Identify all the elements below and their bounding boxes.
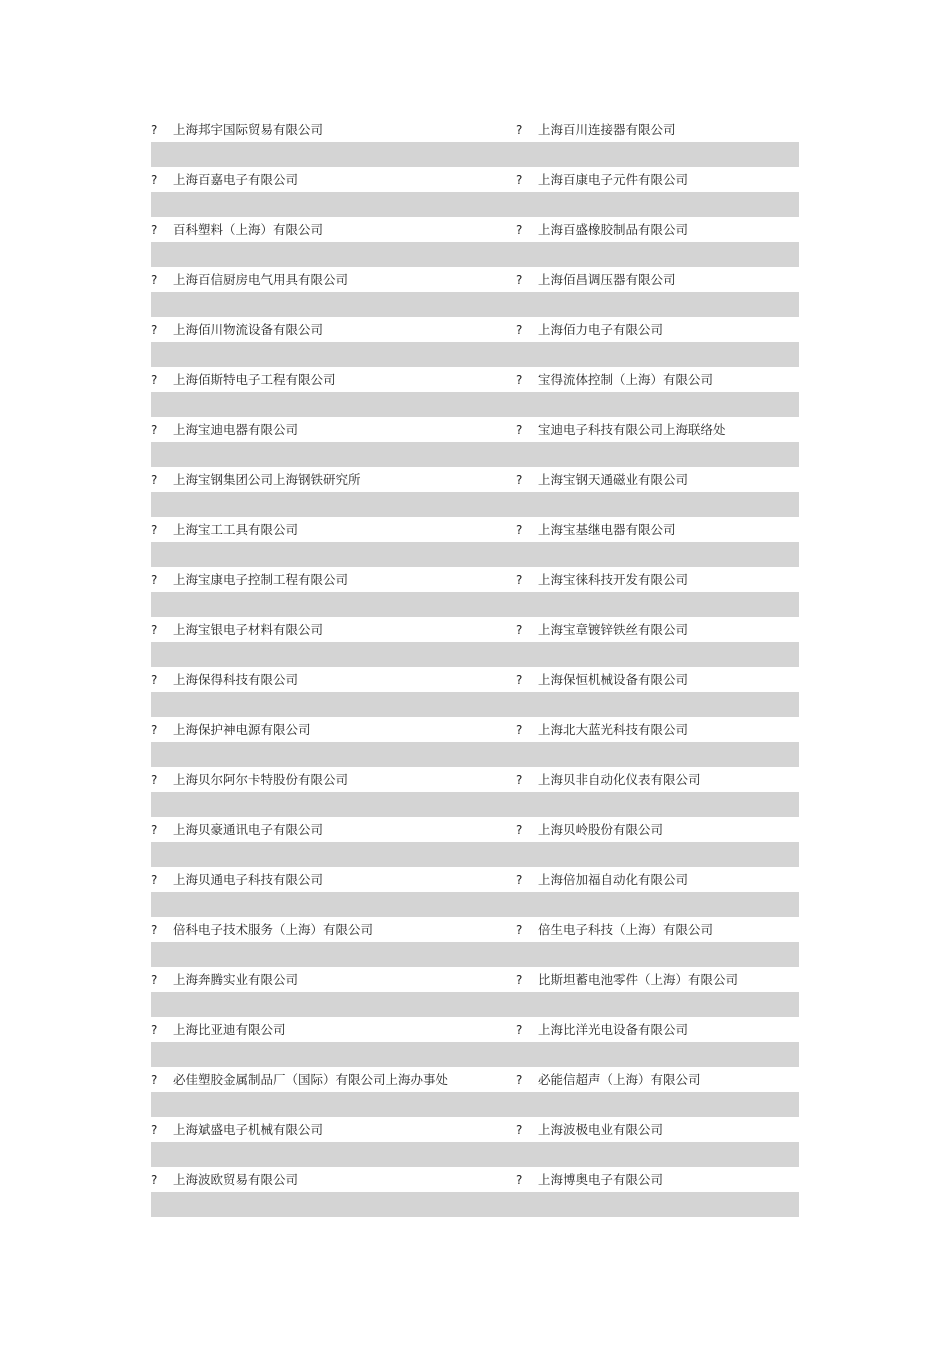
list-item xyxy=(151,267,348,292)
shaded-spacer-row xyxy=(151,1042,799,1067)
bullet-icon: ? xyxy=(151,823,158,837)
shaded-spacer-row xyxy=(151,1192,799,1217)
name-row xyxy=(151,1017,799,1042)
list-item xyxy=(516,167,688,192)
shaded-spacer-row xyxy=(151,992,799,1017)
list-item xyxy=(151,967,298,992)
company-name: 宝迪电子科技有限公司上海联络处 xyxy=(538,422,726,437)
company-name: 上海百康电子元件有限公司 xyxy=(538,172,689,187)
list-item xyxy=(516,117,676,142)
list-row xyxy=(151,217,799,267)
bullet-icon: ? xyxy=(516,1023,523,1037)
name-row xyxy=(151,767,799,792)
bullet-icon: ? xyxy=(516,1073,523,1087)
bullet-icon: ? xyxy=(151,923,158,937)
company-name: 上海百嘉电子有限公司 xyxy=(173,172,299,187)
list-item xyxy=(516,467,688,492)
shaded-spacer-row xyxy=(151,642,799,667)
list-item xyxy=(516,317,663,342)
name-row xyxy=(151,217,799,242)
list-item xyxy=(516,517,676,542)
list-item xyxy=(516,1067,701,1092)
shaded-spacer-row xyxy=(151,242,799,267)
bullet-icon: ? xyxy=(516,573,523,587)
company-name: 上海百信厨房电气用具有限公司 xyxy=(173,272,349,287)
bullet-icon: ? xyxy=(516,473,523,487)
shaded-spacer-row xyxy=(151,692,799,717)
list-item xyxy=(516,267,676,292)
bullet-icon: ? xyxy=(151,223,158,237)
bullet-icon: ? xyxy=(516,973,523,987)
shaded-spacer-row xyxy=(151,492,799,517)
list-row xyxy=(151,967,799,1017)
company-name: 必能信超声（上海）有限公司 xyxy=(538,1072,701,1087)
company-name: 上海保护神电源有限公司 xyxy=(173,722,311,737)
bullet-icon: ? xyxy=(151,973,158,987)
bullet-icon: ? xyxy=(516,123,523,137)
bullet-icon: ? xyxy=(151,723,158,737)
bullet-icon: ? xyxy=(151,673,158,687)
list-item xyxy=(516,1167,663,1192)
name-row xyxy=(151,417,799,442)
list-row xyxy=(151,467,799,517)
bullet-icon: ? xyxy=(151,623,158,637)
bullet-icon: ? xyxy=(151,323,158,337)
list-item xyxy=(516,667,688,692)
name-row xyxy=(151,567,799,592)
list-row xyxy=(151,767,799,817)
bullet-icon: ? xyxy=(516,823,523,837)
list-row xyxy=(151,117,799,167)
list-item xyxy=(516,617,688,642)
shaded-spacer-row xyxy=(151,892,799,917)
bullet-icon: ? xyxy=(151,873,158,887)
shaded-spacer-row xyxy=(151,592,799,617)
list-item xyxy=(516,967,738,992)
shaded-spacer-row xyxy=(151,142,799,167)
list-item xyxy=(516,867,688,892)
company-name: 上海宝工工具有限公司 xyxy=(173,522,299,537)
bullet-icon: ? xyxy=(151,373,158,387)
name-row xyxy=(151,1067,799,1092)
bullet-icon: ? xyxy=(151,123,158,137)
company-name: 上海佰昌调压器有限公司 xyxy=(538,272,676,287)
list-item xyxy=(151,317,323,342)
name-row xyxy=(151,817,799,842)
list-row xyxy=(151,1167,799,1217)
company-name: 上海佰斯特电子工程有限公司 xyxy=(173,372,336,387)
company-name: 上海斌盛电子机械有限公司 xyxy=(173,1122,324,1137)
shaded-spacer-row xyxy=(151,192,799,217)
name-row xyxy=(151,317,799,342)
company-name: 上海百川连接器有限公司 xyxy=(538,122,676,137)
company-name: 上海宝银电子材料有限公司 xyxy=(173,622,324,637)
company-name: 上海贝非自动化仪表有限公司 xyxy=(538,772,701,787)
list-row xyxy=(151,917,799,967)
shaded-spacer-row xyxy=(151,792,799,817)
list-row xyxy=(151,867,799,917)
bullet-icon: ? xyxy=(516,423,523,437)
list-row xyxy=(151,567,799,617)
company-name: 倍生电子科技（上海）有限公司 xyxy=(538,922,714,937)
list-item xyxy=(516,567,688,592)
shaded-spacer-row xyxy=(151,442,799,467)
company-name: 上海比洋光电设备有限公司 xyxy=(538,1022,689,1037)
bullet-icon: ? xyxy=(151,1123,158,1137)
company-name: 上海贝通电子科技有限公司 xyxy=(173,872,324,887)
bullet-icon: ? xyxy=(151,173,158,187)
bullet-icon: ? xyxy=(516,773,523,787)
name-row xyxy=(151,267,799,292)
name-row xyxy=(151,717,799,742)
company-name: 倍科电子技术服务（上海）有限公司 xyxy=(173,922,374,937)
company-name: 上海宝徕科技开发有限公司 xyxy=(538,572,689,587)
name-row xyxy=(151,467,799,492)
list-item xyxy=(516,1117,663,1142)
name-row xyxy=(151,667,799,692)
name-row xyxy=(151,867,799,892)
company-name: 上海佰川物流设备有限公司 xyxy=(173,322,324,337)
bullet-icon: ? xyxy=(516,673,523,687)
name-row xyxy=(151,917,799,942)
shaded-spacer-row xyxy=(151,942,799,967)
company-name: 必佳塑胶金属制品厂（国际）有限公司上海办事处 xyxy=(173,1072,449,1087)
list-item xyxy=(151,717,311,742)
name-row xyxy=(151,967,799,992)
list-item xyxy=(151,667,298,692)
company-name: 上海贝豪通讯电子有限公司 xyxy=(173,822,324,837)
list-row xyxy=(151,617,799,667)
list-item xyxy=(151,817,323,842)
bullet-icon: ? xyxy=(151,523,158,537)
bullet-icon: ? xyxy=(516,1123,523,1137)
list-item xyxy=(516,817,663,842)
company-name: 宝得流体控制（上海）有限公司 xyxy=(538,372,714,387)
company-name: 上海保得科技有限公司 xyxy=(173,672,299,687)
bullet-icon: ? xyxy=(516,923,523,937)
name-row xyxy=(151,1167,799,1192)
list-row xyxy=(151,1017,799,1067)
bullet-icon: ? xyxy=(516,323,523,337)
company-name: 上海贝岭股份有限公司 xyxy=(538,822,664,837)
shaded-spacer-row xyxy=(151,392,799,417)
bullet-icon: ? xyxy=(516,523,523,537)
list-item xyxy=(516,217,688,242)
list-item xyxy=(151,767,348,792)
company-name: 百科塑料（上海）有限公司 xyxy=(173,222,324,237)
list-item xyxy=(151,217,323,242)
shaded-spacer-row xyxy=(151,842,799,867)
bullet-icon: ? xyxy=(516,223,523,237)
company-list xyxy=(151,117,799,1217)
bullet-icon: ? xyxy=(151,573,158,587)
shaded-spacer-row xyxy=(151,1092,799,1117)
company-name: 上海博奥电子有限公司 xyxy=(538,1172,664,1187)
shaded-spacer-row xyxy=(151,542,799,567)
bullet-icon: ? xyxy=(516,873,523,887)
company-name: 上海宝章镀锌铁丝有限公司 xyxy=(538,622,689,637)
shaded-spacer-row xyxy=(151,292,799,317)
list-item xyxy=(151,617,323,642)
bullet-icon: ? xyxy=(151,273,158,287)
list-item xyxy=(151,117,323,142)
list-item xyxy=(151,917,373,942)
company-name: 上海宝基继电器有限公司 xyxy=(538,522,676,537)
company-name: 上海波极电业有限公司 xyxy=(538,1122,664,1137)
list-item xyxy=(516,767,701,792)
list-row xyxy=(151,267,799,317)
bullet-icon: ? xyxy=(151,423,158,437)
bullet-icon: ? xyxy=(151,1023,158,1037)
company-name: 上海比亚迪有限公司 xyxy=(173,1022,286,1037)
name-row xyxy=(151,517,799,542)
shaded-spacer-row xyxy=(151,342,799,367)
company-name: 上海宝钢集团公司上海钢铁研究所 xyxy=(173,472,361,487)
company-name: 上海百盛橡胶制品有限公司 xyxy=(538,222,689,237)
list-row xyxy=(151,717,799,767)
list-item xyxy=(516,1017,688,1042)
list-item xyxy=(151,417,298,442)
company-name: 上海倍加福自动化有限公司 xyxy=(538,872,689,887)
bullet-icon: ? xyxy=(516,1173,523,1187)
list-item xyxy=(151,1167,298,1192)
name-row xyxy=(151,167,799,192)
bullet-icon: ? xyxy=(151,773,158,787)
bullet-icon: ? xyxy=(151,473,158,487)
bullet-icon: ? xyxy=(516,723,523,737)
list-item xyxy=(516,717,688,742)
company-name: 上海邦宇国际贸易有限公司 xyxy=(173,122,324,137)
company-name: 上海保恒机械设备有限公司 xyxy=(538,672,689,687)
list-item xyxy=(151,867,323,892)
list-item xyxy=(151,1117,323,1142)
list-item xyxy=(151,167,298,192)
list-item xyxy=(516,917,713,942)
list-item xyxy=(151,467,361,492)
list-row xyxy=(151,367,799,417)
name-row xyxy=(151,617,799,642)
bullet-icon: ? xyxy=(516,173,523,187)
list-row xyxy=(151,1067,799,1117)
company-name: 上海宝钢天通磁业有限公司 xyxy=(538,472,689,487)
list-item xyxy=(516,417,726,442)
list-row xyxy=(151,317,799,367)
list-row xyxy=(151,1117,799,1167)
list-item xyxy=(516,367,713,392)
list-row xyxy=(151,417,799,467)
bullet-icon: ? xyxy=(151,1173,158,1187)
bullet-icon: ? xyxy=(151,1073,158,1087)
name-row xyxy=(151,367,799,392)
company-name: 上海宝迪电器有限公司 xyxy=(173,422,299,437)
list-item xyxy=(151,367,336,392)
company-name: 比斯坦蓄电池零件（上海）有限公司 xyxy=(538,972,739,987)
company-name: 上海佰力电子有限公司 xyxy=(538,322,664,337)
list-item xyxy=(151,517,298,542)
list-item xyxy=(151,1067,448,1092)
company-name: 上海北大蓝光科技有限公司 xyxy=(538,722,689,737)
shaded-spacer-row xyxy=(151,1142,799,1167)
list-item xyxy=(151,567,348,592)
company-name: 上海波欧贸易有限公司 xyxy=(173,1172,299,1187)
name-row xyxy=(151,117,799,142)
company-name: 上海贝尔阿尔卡特股份有限公司 xyxy=(173,772,349,787)
list-row xyxy=(151,667,799,717)
bullet-icon: ? xyxy=(516,373,523,387)
list-row xyxy=(151,817,799,867)
name-row xyxy=(151,1117,799,1142)
list-row xyxy=(151,167,799,217)
shaded-spacer-row xyxy=(151,742,799,767)
company-name: 上海宝康电子控制工程有限公司 xyxy=(173,572,349,587)
list-item xyxy=(151,1017,286,1042)
bullet-icon: ? xyxy=(516,273,523,287)
bullet-icon: ? xyxy=(516,623,523,637)
company-name: 上海奔腾实业有限公司 xyxy=(173,972,299,987)
list-row xyxy=(151,517,799,567)
